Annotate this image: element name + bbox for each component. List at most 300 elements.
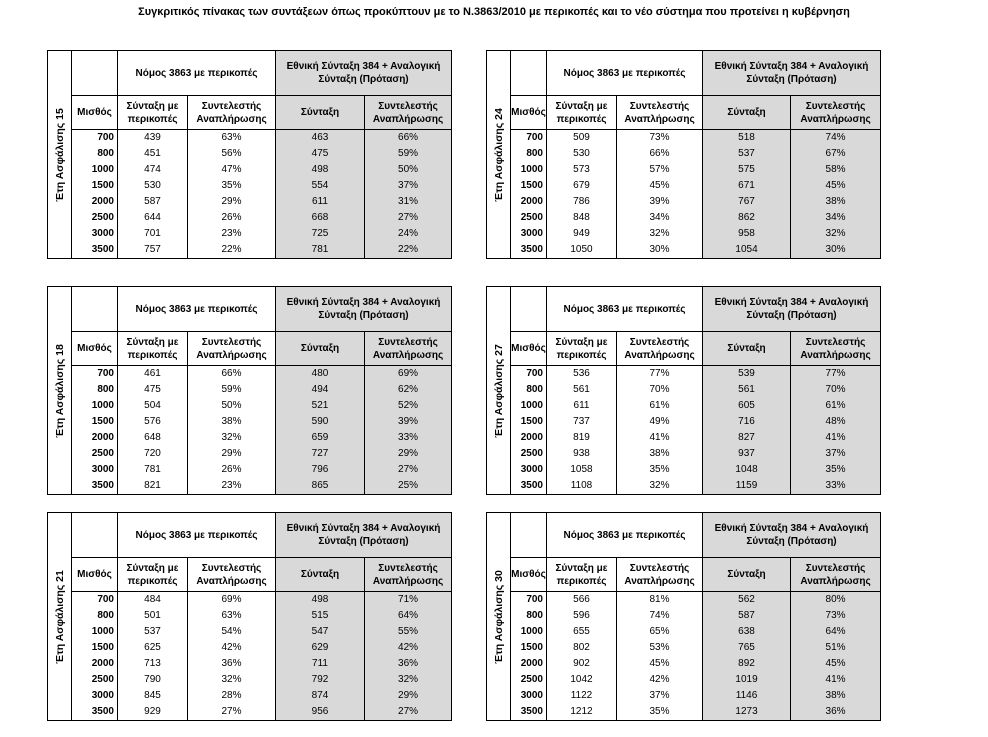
proposal-replacement-cell: 24% — [365, 226, 452, 242]
pension-cut-cell: 475 — [118, 382, 188, 398]
replacement-cell: 70% — [617, 382, 703, 398]
proposal-replacement-cell: 35% — [791, 462, 881, 478]
table-row — [48, 446, 452, 462]
proposal-replacement-cell: 38% — [791, 688, 881, 704]
replacement-cell: 53% — [617, 640, 703, 656]
replacement-cell: 37% — [617, 688, 703, 704]
proposal-replacement-cell: 58% — [791, 162, 881, 178]
replacement-cell: 35% — [188, 178, 276, 194]
pension-cell: 716 — [703, 414, 791, 430]
replacement-cell: 39% — [617, 194, 703, 210]
proposal-replacement-cell: 33% — [365, 430, 452, 446]
proposal-replacement-header: Συντελεστής Αναπλήρωσης — [791, 96, 881, 130]
pension-cell: 480 — [276, 366, 365, 383]
replacement-cell: 57% — [617, 162, 703, 178]
replacement-header: Συντελεστής Αναπλήρωσης — [188, 558, 276, 592]
pension-cut-cell: 1212 — [547, 704, 617, 721]
table-row — [487, 382, 881, 398]
proposal-replacement-cell: 69% — [365, 366, 452, 383]
table-row — [487, 430, 881, 446]
table-row — [48, 226, 452, 242]
replacement-cell: 34% — [617, 210, 703, 226]
salary-cell: 700 — [72, 130, 118, 147]
salary-cell: 800 — [511, 382, 547, 398]
pension-cut-cell: 802 — [547, 640, 617, 656]
proposal-replacement-cell: 50% — [365, 162, 452, 178]
insurance-years-text: Έτη Ασφάλισης 27 — [492, 343, 505, 438]
table-row — [487, 210, 881, 226]
pension-cut-cell: 439 — [118, 130, 188, 147]
pension-cut-cell: 821 — [118, 478, 188, 495]
replacement-cell: 45% — [617, 656, 703, 672]
pension-cell: 1048 — [703, 462, 791, 478]
proposal-replacement-header: Συντελεστής Αναπλήρωσης — [365, 96, 452, 130]
salary-cell: 2000 — [72, 194, 118, 210]
salary-cell: 3500 — [511, 704, 547, 721]
replacement-cell: 56% — [188, 146, 276, 162]
proposal-group-header: Εθνική Σύνταξη 384 + Αναλογική Σύνταξη (Πρόταση) — [276, 287, 452, 332]
pension-cut-cell: 1058 — [547, 462, 617, 478]
proposal-replacement-cell: 39% — [365, 414, 452, 430]
salary-cell: 2500 — [511, 446, 547, 462]
pension-cut-cell: 845 — [118, 688, 188, 704]
salary-cell: 1500 — [72, 640, 118, 656]
pension-cut-header: Σύνταξη με περικοπές — [118, 96, 188, 130]
pension-header: Σύνταξη — [276, 332, 365, 366]
salary-cell: 1000 — [72, 162, 118, 178]
proposal-replacement-cell: 27% — [365, 210, 452, 226]
pension-table — [47, 286, 452, 495]
pension-cell: 638 — [703, 624, 791, 640]
proposal-replacement-cell: 41% — [791, 430, 881, 446]
salary-cell: 2500 — [511, 672, 547, 688]
replacement-cell: 36% — [188, 656, 276, 672]
salary-cell: 3500 — [72, 704, 118, 721]
table-row — [48, 382, 452, 398]
insurance-years-label — [487, 287, 511, 495]
pension-cut-cell: 504 — [118, 398, 188, 414]
pension-cut-cell: 938 — [547, 446, 617, 462]
salary-header: Μισθός — [511, 96, 547, 130]
pension-cut-cell: 461 — [118, 366, 188, 383]
pension-cell: 781 — [276, 242, 365, 259]
proposal-group-header: Εθνική Σύνταξη 384 + Αναλογική Σύνταξη (Πρόταση) — [703, 513, 881, 558]
replacement-cell: 32% — [188, 430, 276, 446]
salary-cell: 2500 — [511, 210, 547, 226]
pension-cut-cell: 781 — [118, 462, 188, 478]
replacement-cell: 42% — [617, 672, 703, 688]
blank-header-cell — [511, 513, 547, 558]
pension-cut-cell: 536 — [547, 366, 617, 383]
pension-cell: 671 — [703, 178, 791, 194]
pension-cut-cell: 566 — [547, 592, 617, 609]
pension-table — [486, 512, 881, 721]
proposal-replacement-cell: 80% — [791, 592, 881, 609]
replacement-cell: 35% — [617, 704, 703, 721]
replacement-cell: 26% — [188, 462, 276, 478]
pension-cell: 575 — [703, 162, 791, 178]
pension-header: Σύνταξη — [703, 332, 791, 366]
pension-cell: 892 — [703, 656, 791, 672]
proposal-replacement-cell: 61% — [791, 398, 881, 414]
law-group-header: Νόμος 3863 με περικοπές — [118, 287, 276, 332]
salary-cell: 1500 — [511, 640, 547, 656]
table-row — [487, 656, 881, 672]
replacement-cell: 66% — [188, 366, 276, 383]
salary-cell: 1500 — [72, 178, 118, 194]
salary-header: Μισθός — [72, 558, 118, 592]
pension-cut-cell: 848 — [547, 210, 617, 226]
replacement-cell: 23% — [188, 226, 276, 242]
proposal-replacement-cell: 48% — [791, 414, 881, 430]
salary-cell: 1000 — [72, 624, 118, 640]
salary-header: Μισθός — [511, 558, 547, 592]
law-group-header: Νόμος 3863 με περικοπές — [547, 51, 703, 96]
proposal-replacement-cell: 59% — [365, 146, 452, 162]
salary-cell: 2500 — [72, 672, 118, 688]
pension-cut-cell: 625 — [118, 640, 188, 656]
proposal-group-header: Εθνική Σύνταξη 384 + Αναλογική Σύνταξη (Πρόταση) — [703, 287, 881, 332]
pension-cell: 956 — [276, 704, 365, 721]
table-row — [48, 624, 452, 640]
replacement-cell: 22% — [188, 242, 276, 259]
table-row — [48, 656, 452, 672]
salary-cell: 2000 — [511, 430, 547, 446]
pension-table — [486, 50, 881, 259]
replacement-cell: 63% — [188, 608, 276, 624]
pension-cell: 475 — [276, 146, 365, 162]
replacement-cell: 32% — [617, 226, 703, 242]
law-group-header: Νόμος 3863 με περικοπές — [547, 513, 703, 558]
insurance-years-text: Έτη Ασφάλισης 15 — [53, 107, 66, 202]
proposal-replacement-cell: 74% — [791, 130, 881, 147]
pension-cell: 605 — [703, 398, 791, 414]
pension-cut-cell: 713 — [118, 656, 188, 672]
replacement-cell: 73% — [617, 130, 703, 147]
replacement-cell: 74% — [617, 608, 703, 624]
table-row — [487, 688, 881, 704]
pension-cell: 792 — [276, 672, 365, 688]
law-group-header: Νόμος 3863 με περικοπές — [118, 513, 276, 558]
pension-header: Σύνταξη — [703, 558, 791, 592]
table-row — [48, 640, 452, 656]
pension-cell: 937 — [703, 446, 791, 462]
proposal-replacement-header: Συντελεστής Αναπλήρωσης — [365, 558, 452, 592]
proposal-replacement-cell: 37% — [791, 446, 881, 462]
proposal-replacement-header: Συντελεστής Αναπλήρωσης — [365, 332, 452, 366]
insurance-years-text: Έτη Ασφάλισης 21 — [53, 569, 66, 664]
table-row — [48, 688, 452, 704]
replacement-cell: 69% — [188, 592, 276, 609]
table-row — [48, 178, 452, 194]
pension-cut-cell: 819 — [547, 430, 617, 446]
pension-table — [486, 286, 881, 495]
pension-cell: 1146 — [703, 688, 791, 704]
insurance-years-text: Έτη Ασφάλισης 30 — [492, 569, 505, 664]
table-row — [487, 398, 881, 414]
replacement-header: Συντελεστής Αναπλήρωσης — [617, 96, 703, 130]
pension-cell: 865 — [276, 478, 365, 495]
table-row — [487, 446, 881, 462]
pension-cell: 539 — [703, 366, 791, 383]
pension-cell: 827 — [703, 430, 791, 446]
pension-cell: 1019 — [703, 672, 791, 688]
replacement-cell: 66% — [617, 146, 703, 162]
insurance-years-label — [48, 513, 72, 721]
pension-cell: 727 — [276, 446, 365, 462]
pension-cell: 537 — [703, 146, 791, 162]
replacement-cell: 32% — [188, 672, 276, 688]
salary-cell: 3000 — [511, 688, 547, 704]
pension-cut-header: Σύνταξη με περικοπές — [547, 96, 617, 130]
pension-cut-cell: 790 — [118, 672, 188, 688]
pension-cut-cell: 720 — [118, 446, 188, 462]
replacement-header: Συντελεστής Αναπλήρωσης — [617, 332, 703, 366]
table-row — [487, 478, 881, 495]
replacement-cell: 42% — [188, 640, 276, 656]
pension-cell: 668 — [276, 210, 365, 226]
proposal-replacement-cell: 73% — [791, 608, 881, 624]
pension-cut-cell: 929 — [118, 704, 188, 721]
table-row — [487, 640, 881, 656]
proposal-replacement-cell: 32% — [365, 672, 452, 688]
pension-cell: 554 — [276, 178, 365, 194]
pension-cut-cell: 949 — [547, 226, 617, 242]
table-row — [48, 210, 452, 226]
law-group-header: Νόμος 3863 με περικοπές — [118, 51, 276, 96]
proposal-replacement-cell: 71% — [365, 592, 452, 609]
table-row — [487, 462, 881, 478]
proposal-replacement-cell: 52% — [365, 398, 452, 414]
pension-cell: 587 — [703, 608, 791, 624]
table-row — [48, 414, 452, 430]
pension-cell: 725 — [276, 226, 365, 242]
replacement-cell: 41% — [617, 430, 703, 446]
blank-header-cell — [72, 287, 118, 332]
table-row — [487, 130, 881, 147]
salary-cell: 2000 — [511, 194, 547, 210]
pension-table — [47, 512, 452, 721]
salary-cell: 3000 — [72, 226, 118, 242]
pension-cell: 463 — [276, 130, 365, 147]
table-row — [48, 478, 452, 495]
salary-cell: 700 — [511, 130, 547, 147]
salary-cell: 3000 — [511, 226, 547, 242]
proposal-replacement-cell: 66% — [365, 130, 452, 147]
pension-cell: 767 — [703, 194, 791, 210]
replacement-cell: 29% — [188, 446, 276, 462]
pension-table — [47, 50, 452, 259]
table-row — [487, 178, 881, 194]
salary-header: Μισθός — [511, 332, 547, 366]
pension-cell: 562 — [703, 592, 791, 609]
replacement-cell: 81% — [617, 592, 703, 609]
pension-cut-cell: 484 — [118, 592, 188, 609]
replacement-cell: 29% — [188, 194, 276, 210]
replacement-cell: 38% — [617, 446, 703, 462]
salary-cell: 3500 — [72, 478, 118, 495]
proposal-replacement-cell: 42% — [365, 640, 452, 656]
document-title: Συγκριτικός πίνακας των συντάξεων όπως προκύπτουν με το Ν.3863/2010 με περικοπές και το νέο σύστημα που προτείνει η κυβέρνηση — [138, 6, 850, 18]
proposal-replacement-cell: 27% — [365, 704, 452, 721]
salary-cell: 800 — [72, 146, 118, 162]
salary-cell: 2000 — [72, 656, 118, 672]
table-row — [487, 366, 881, 383]
pension-cell: 498 — [276, 162, 365, 178]
replacement-cell: 61% — [617, 398, 703, 414]
pension-cell: 494 — [276, 382, 365, 398]
pension-cut-cell: 451 — [118, 146, 188, 162]
insurance-years-label — [487, 51, 511, 259]
pension-cell: 1273 — [703, 704, 791, 721]
salary-cell: 1000 — [511, 162, 547, 178]
table-row — [487, 146, 881, 162]
blank-header-cell — [511, 287, 547, 332]
replacement-cell: 59% — [188, 382, 276, 398]
salary-cell: 700 — [511, 592, 547, 609]
pension-cut-cell: 786 — [547, 194, 617, 210]
replacement-cell: 45% — [617, 178, 703, 194]
replacement-cell: 30% — [617, 242, 703, 259]
proposal-replacement-cell: 34% — [791, 210, 881, 226]
table-row — [48, 608, 452, 624]
proposal-replacement-cell: 45% — [791, 178, 881, 194]
table-row — [487, 194, 881, 210]
blank-header-cell — [72, 513, 118, 558]
replacement-cell: 50% — [188, 398, 276, 414]
pension-cell: 611 — [276, 194, 365, 210]
proposal-replacement-cell: 29% — [365, 688, 452, 704]
blank-header-cell — [72, 51, 118, 96]
pension-cut-cell: 611 — [547, 398, 617, 414]
salary-cell: 1000 — [72, 398, 118, 414]
insurance-years-text: Έτη Ασφάλισης 24 — [492, 107, 505, 202]
pension-cut-cell: 1108 — [547, 478, 617, 495]
table-row — [487, 624, 881, 640]
salary-cell: 3000 — [511, 462, 547, 478]
table-row — [487, 672, 881, 688]
proposal-replacement-cell: 29% — [365, 446, 452, 462]
pension-cut-cell: 701 — [118, 226, 188, 242]
proposal-replacement-cell: 36% — [791, 704, 881, 721]
replacement-cell: 27% — [188, 704, 276, 721]
proposal-replacement-cell: 38% — [791, 194, 881, 210]
pension-cut-cell: 530 — [547, 146, 617, 162]
replacement-cell: 47% — [188, 162, 276, 178]
table-row — [487, 162, 881, 178]
replacement-cell: 32% — [617, 478, 703, 495]
proposal-replacement-cell: 33% — [791, 478, 881, 495]
pension-cell: 515 — [276, 608, 365, 624]
proposal-replacement-cell: 37% — [365, 178, 452, 194]
pension-cut-header: Σύνταξη με περικοπές — [118, 332, 188, 366]
replacement-cell: 49% — [617, 414, 703, 430]
proposal-replacement-cell: 62% — [365, 382, 452, 398]
replacement-header: Συντελεστής Αναπλήρωσης — [617, 558, 703, 592]
table-row — [48, 146, 452, 162]
pension-cut-cell: 655 — [547, 624, 617, 640]
pension-cut-cell: 576 — [118, 414, 188, 430]
replacement-cell: 65% — [617, 624, 703, 640]
pension-header: Σύνταξη — [703, 96, 791, 130]
proposal-replacement-cell: 51% — [791, 640, 881, 656]
proposal-group-header: Εθνική Σύνταξη 384 + Αναλογική Σύνταξη (Πρόταση) — [276, 513, 452, 558]
salary-cell: 800 — [72, 608, 118, 624]
pension-cut-cell: 757 — [118, 242, 188, 259]
table-row — [487, 608, 881, 624]
salary-cell: 2000 — [511, 656, 547, 672]
pension-cut-cell: 474 — [118, 162, 188, 178]
insurance-years-label — [48, 51, 72, 259]
salary-cell: 800 — [511, 608, 547, 624]
table-row — [48, 162, 452, 178]
replacement-cell: 54% — [188, 624, 276, 640]
table-row — [487, 592, 881, 609]
salary-cell: 3500 — [511, 478, 547, 495]
salary-cell: 800 — [72, 382, 118, 398]
salary-header: Μισθός — [72, 96, 118, 130]
pension-cut-cell: 596 — [547, 608, 617, 624]
table-row — [48, 592, 452, 609]
insurance-years-label — [48, 287, 72, 495]
pension-cut-header: Σύνταξη με περικοπές — [547, 332, 617, 366]
replacement-header: Συντελεστής Αναπλήρωσης — [188, 332, 276, 366]
table-row — [48, 194, 452, 210]
pension-cell: 547 — [276, 624, 365, 640]
proposal-replacement-cell: 45% — [791, 656, 881, 672]
pension-cut-cell: 737 — [547, 414, 617, 430]
pension-cut-cell: 679 — [547, 178, 617, 194]
pension-cut-cell: 501 — [118, 608, 188, 624]
pension-cell: 521 — [276, 398, 365, 414]
salary-cell: 700 — [511, 366, 547, 383]
replacement-cell: 63% — [188, 130, 276, 147]
proposal-replacement-cell: 30% — [791, 242, 881, 259]
table-row — [487, 414, 881, 430]
proposal-replacement-header: Συντελεστής Αναπλήρωσης — [791, 332, 881, 366]
salary-header: Μισθός — [72, 332, 118, 366]
pension-cell: 796 — [276, 462, 365, 478]
salary-cell: 2000 — [72, 430, 118, 446]
salary-cell: 1500 — [72, 414, 118, 430]
pension-cell: 1159 — [703, 478, 791, 495]
pension-cell: 711 — [276, 656, 365, 672]
insurance-years-text: Έτη Ασφάλισης 18 — [53, 343, 66, 438]
pension-cell: 561 — [703, 382, 791, 398]
table-row — [48, 462, 452, 478]
table-row — [48, 398, 452, 414]
replacement-header: Συντελεστής Αναπλήρωσης — [188, 96, 276, 130]
salary-cell: 700 — [72, 366, 118, 383]
salary-cell: 2500 — [72, 210, 118, 226]
replacement-cell: 28% — [188, 688, 276, 704]
proposal-replacement-cell: 67% — [791, 146, 881, 162]
salary-cell: 2500 — [72, 446, 118, 462]
pension-cell: 862 — [703, 210, 791, 226]
insurance-years-label — [487, 513, 511, 721]
salary-cell: 3000 — [72, 462, 118, 478]
pension-header: Σύνταξη — [276, 96, 365, 130]
blank-header-cell — [511, 51, 547, 96]
pension-cell: 629 — [276, 640, 365, 656]
pension-cell: 958 — [703, 226, 791, 242]
salary-cell: 3000 — [72, 688, 118, 704]
pension-cut-cell: 573 — [547, 162, 617, 178]
proposal-replacement-cell: 22% — [365, 242, 452, 259]
pension-cell: 659 — [276, 430, 365, 446]
table-row — [48, 366, 452, 383]
proposal-replacement-cell: 41% — [791, 672, 881, 688]
